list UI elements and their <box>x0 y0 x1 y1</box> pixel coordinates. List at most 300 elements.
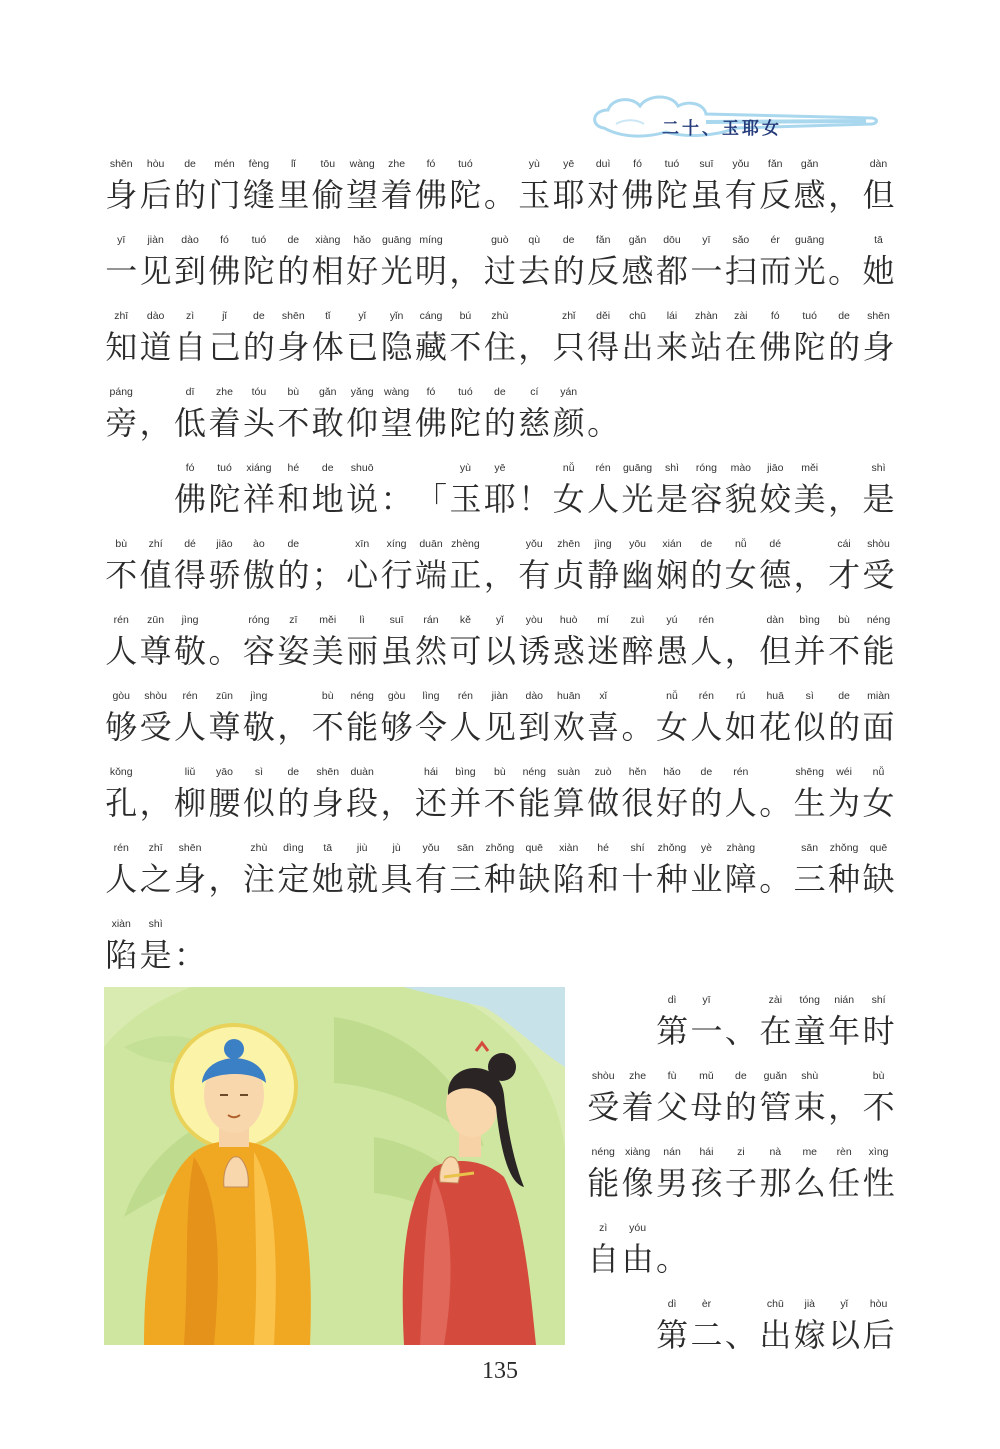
pinyin: dìng <box>283 842 304 854</box>
hanzi: ， <box>724 632 757 670</box>
ruby-char <box>448 459 482 529</box>
pinyin <box>827 1067 861 1085</box>
hanzi: 女 <box>552 480 585 518</box>
pinyin: de <box>838 690 850 702</box>
pinyin: yǒu <box>732 158 750 170</box>
ruby-char <box>448 535 482 605</box>
pinyin: lái <box>666 310 678 322</box>
hanzi: 做 <box>587 784 620 822</box>
pinyin: rén <box>457 690 474 702</box>
pinyin: lìng <box>422 690 440 702</box>
pinyin: zhe <box>216 386 233 398</box>
hanzi: 。 <box>759 860 792 898</box>
pinyin: zhàn <box>694 310 718 322</box>
pinyin: shí <box>630 842 645 854</box>
ruby-char <box>379 611 413 681</box>
ruby-char <box>551 839 585 909</box>
hanzi: 佛 <box>415 176 448 214</box>
pinyin: nǚ <box>666 690 678 702</box>
pinyin: jǐ <box>222 310 227 322</box>
hanzi: 受 <box>139 708 172 746</box>
hanzi: 的 <box>277 252 310 290</box>
hanzi: 佛 <box>415 404 448 442</box>
ruby-char <box>758 307 792 377</box>
hanzi: 才 <box>828 556 861 594</box>
hanzi: 业 <box>690 860 723 898</box>
hanzi: 陀 <box>793 328 826 366</box>
page-number: 135 <box>482 1358 518 1384</box>
hanzi: ， <box>518 328 551 366</box>
ruby-char <box>414 231 448 301</box>
hanzi: 柳 <box>174 784 207 822</box>
hanzi: ， <box>828 1088 861 1126</box>
pinyin: shì <box>148 918 163 930</box>
ruby-char <box>517 763 551 833</box>
pinyin: kě <box>459 614 471 626</box>
hanzi: 花 <box>759 708 792 746</box>
hanzi: 醉 <box>621 632 654 670</box>
pinyin: de <box>287 234 300 246</box>
hanzi: 惑 <box>552 632 585 670</box>
hanzi: 骄 <box>208 556 241 594</box>
ruby-char <box>242 307 276 377</box>
hanzi: 藏 <box>415 328 448 366</box>
ruby-char <box>655 1067 689 1137</box>
pinyin: shòu <box>591 1070 615 1082</box>
ruby-char <box>551 383 585 453</box>
hanzi: 种 <box>483 860 516 898</box>
hanzi: 年 <box>828 1012 861 1050</box>
ruby-char <box>242 611 276 681</box>
hanzi: 陀 <box>449 176 482 214</box>
hanzi: 身 <box>105 176 138 214</box>
pinyin: shēn <box>281 310 305 322</box>
hanzi: 的 <box>242 328 275 366</box>
lines-line <box>104 307 896 377</box>
pinyin: shēn <box>109 158 133 170</box>
hanzi: 不 <box>277 404 310 442</box>
pinyin: tuó <box>458 158 473 170</box>
ruby-char <box>173 155 207 225</box>
pinyin: nián <box>834 994 855 1006</box>
ruby-char <box>345 231 379 301</box>
pinyin: shēn <box>316 766 340 778</box>
pinyin <box>379 763 413 781</box>
pinyin: wàng <box>384 386 410 398</box>
ruby-char <box>207 839 241 909</box>
ruby-char <box>861 1295 895 1365</box>
pinyin: shuō <box>350 462 374 474</box>
pinyin: hòu <box>869 1298 888 1310</box>
hanzi: 陀 <box>242 252 275 290</box>
hanzi: 管 <box>759 1088 792 1126</box>
pinyin <box>827 231 861 249</box>
pinyin: sān <box>801 842 819 854</box>
pinyin: zī <box>289 614 298 626</box>
hanzi: 为 <box>828 784 861 822</box>
hanzi: 嫁 <box>793 1316 826 1354</box>
pinyin: hái <box>424 766 439 778</box>
hanzi: 缺 <box>862 860 895 898</box>
pinyin: mí <box>597 614 609 626</box>
ruby-char <box>311 231 345 301</box>
ruby-char <box>586 687 620 757</box>
hanzi: 佛 <box>621 176 654 214</box>
pinyin: zhēn <box>557 538 581 550</box>
pinyin: jiàn <box>147 234 164 246</box>
ruby-char <box>689 611 723 681</box>
hanzi: 她 <box>311 860 344 898</box>
pinyin: yú <box>666 614 678 626</box>
pinyin: de <box>700 766 713 778</box>
hanzi: 望 <box>380 404 413 442</box>
ruby-char <box>311 535 345 605</box>
pinyin: tuó <box>217 462 232 474</box>
hanzi: 。 <box>759 784 792 822</box>
hanzi: 可 <box>449 632 482 670</box>
ruby-char <box>793 1067 827 1137</box>
pinyin: dé <box>184 538 196 550</box>
ruby-char <box>689 307 723 377</box>
pinyin: rén <box>733 766 749 778</box>
pinyin <box>724 611 758 629</box>
pinyin: duān <box>419 538 443 550</box>
ruby-char <box>792 839 826 909</box>
ruby-char <box>173 231 207 301</box>
hanzi: 住 <box>483 328 516 366</box>
hanzi: 三 <box>793 860 826 898</box>
hanzi: 是 <box>862 480 895 518</box>
pinyin: xìng <box>868 1146 889 1158</box>
ruby-char <box>620 1219 654 1289</box>
hanzi: 心 <box>346 556 379 594</box>
hanzi: 虽 <box>380 632 413 670</box>
ruby-char <box>104 535 138 605</box>
hanzi: 敬 <box>174 632 207 670</box>
pinyin: tuó <box>458 386 473 398</box>
ruby-char <box>517 459 551 529</box>
pinyin: dào <box>525 690 544 702</box>
ruby-char <box>104 307 138 377</box>
pinyin: zuì <box>630 614 645 626</box>
ruby-char <box>551 611 585 681</box>
pinyin: èr <box>701 1298 712 1310</box>
hanzi: 面 <box>862 708 895 746</box>
hanzi: 是 <box>139 936 172 974</box>
ruby-char <box>655 1143 689 1213</box>
pinyin: néng <box>866 614 891 626</box>
hanzi: 出 <box>759 1316 792 1354</box>
pinyin: xiàng <box>315 234 341 246</box>
hanzi: ， <box>277 708 310 746</box>
pinyin: nán <box>663 1146 681 1158</box>
hanzi: ； <box>311 556 344 594</box>
hanzi: 腰 <box>208 784 241 822</box>
ruby-char <box>379 459 413 529</box>
hanzi: 人 <box>105 860 138 898</box>
pinyin: suàn <box>557 766 581 778</box>
ruby-char <box>758 535 792 605</box>
pinyin: xīn <box>355 538 370 550</box>
lines-line <box>104 535 896 605</box>
ruby-char <box>861 687 895 757</box>
ruby-char <box>104 687 138 757</box>
ruby-char <box>758 155 792 225</box>
ruby-char <box>207 155 241 225</box>
ruby-char <box>827 459 861 529</box>
ruby-char <box>138 231 172 301</box>
ruby-char <box>104 155 138 225</box>
pinyin: sǎo <box>732 234 750 246</box>
ruby-char <box>758 687 792 757</box>
pinyin: rén <box>113 614 129 626</box>
pinyin: chū <box>629 310 646 322</box>
ruby-char <box>758 231 792 301</box>
pinyin <box>792 535 826 553</box>
ruby-char <box>586 1143 620 1213</box>
ruby-char <box>207 611 241 681</box>
ruby-char <box>655 991 689 1061</box>
pinyin: gòu <box>112 690 130 702</box>
hanzi: 尊 <box>139 632 172 670</box>
hanzi: 道 <box>139 328 172 366</box>
hanzi: ， <box>139 784 172 822</box>
hanzi: 相 <box>311 252 344 290</box>
ruby-char <box>414 763 448 833</box>
hanzi: 父 <box>656 1088 689 1126</box>
pinyin: gǎn <box>800 158 819 170</box>
ruby-char <box>724 1143 758 1213</box>
pinyin: hé <box>597 842 609 854</box>
hanzi: 并 <box>793 632 826 670</box>
pinyin: huān <box>557 690 581 702</box>
hanzi: 喜 <box>587 708 620 746</box>
hanzi: 佛 <box>174 480 207 518</box>
ruby-char <box>414 383 448 453</box>
ruby-char <box>689 763 723 833</box>
pinyin <box>827 459 861 477</box>
pinyin: mào <box>730 462 752 474</box>
pinyin: nǚ <box>872 766 885 778</box>
ruby-char <box>138 535 172 605</box>
ruby-char <box>207 763 241 833</box>
pinyin: sān <box>456 842 474 854</box>
ruby-char <box>724 155 758 225</box>
pinyin: hěn <box>628 766 647 778</box>
hanzi: 和 <box>587 860 620 898</box>
hanzi: 光 <box>380 252 413 290</box>
hanzi: 陷 <box>105 936 138 974</box>
hanzi: 祥 <box>242 480 275 518</box>
pinyin: bìng <box>455 766 476 778</box>
pinyin: róng <box>695 462 717 474</box>
ruby-char <box>104 915 138 985</box>
ruby-char <box>138 383 172 453</box>
lines-line <box>104 155 896 225</box>
pinyin <box>483 155 517 173</box>
ruby-char <box>207 231 241 301</box>
ruby-char <box>827 231 861 301</box>
hanzi: 能 <box>346 708 379 746</box>
pinyin: suī <box>699 158 714 170</box>
hanzi: 缝 <box>242 176 275 214</box>
side_lines-line <box>586 1219 1000 1289</box>
hanzi: 受 <box>587 1088 620 1126</box>
pinyin: tóng <box>799 994 820 1006</box>
hanzi: 性 <box>862 1164 895 1202</box>
hanzi: 偷 <box>311 176 344 214</box>
hanzi: 人 <box>174 708 207 746</box>
ruby-char <box>379 687 413 757</box>
ruby-char <box>827 991 861 1061</box>
hanzi: 够 <box>380 708 413 746</box>
ruby-char <box>827 307 861 377</box>
hanzi: 女 <box>862 784 895 822</box>
ruby-char <box>655 459 689 529</box>
hanzi: 身 <box>174 860 207 898</box>
pinyin: de <box>562 234 575 246</box>
ruby-char <box>414 307 448 377</box>
ruby-char <box>655 307 689 377</box>
hanzi: 里 <box>277 176 310 214</box>
pinyin: nà <box>769 1146 782 1158</box>
hanzi: ， <box>449 252 482 290</box>
ruby-char <box>517 611 551 681</box>
ruby-char <box>483 687 517 757</box>
pinyin: dàn <box>869 158 888 170</box>
ruby-char <box>483 383 517 453</box>
ruby-char <box>173 459 207 529</box>
hanzi: 感 <box>793 176 826 214</box>
hanzi: 人 <box>449 708 482 746</box>
pinyin: yǒu <box>422 842 440 854</box>
pinyin: tuó <box>664 158 680 170</box>
pinyin: fèng <box>248 158 270 170</box>
ruby-char <box>861 763 895 833</box>
ruby-char <box>311 155 345 225</box>
pinyin: cáng <box>419 310 443 322</box>
ruby-char <box>861 459 895 529</box>
pinyin <box>173 915 207 933</box>
pinyin: xíng <box>386 538 407 550</box>
pinyin: xián <box>662 538 682 550</box>
hanzi: 地 <box>311 480 344 518</box>
pinyin: quē <box>525 842 544 854</box>
ruby-char <box>173 763 207 833</box>
pinyin: zuò <box>594 766 612 778</box>
pinyin: hòu <box>146 158 165 170</box>
hanzi: 、 <box>724 1012 757 1050</box>
hanzi: 。 <box>656 1240 689 1278</box>
pinyin: de <box>838 310 850 322</box>
pinyin: de <box>184 158 196 170</box>
ruby-char <box>689 1295 723 1365</box>
ruby-char <box>861 307 895 377</box>
ruby-char <box>689 155 723 225</box>
ruby-char <box>517 535 551 605</box>
pinyin: nǚ <box>562 462 575 474</box>
pinyin: tā <box>874 234 883 246</box>
hanzi: 望 <box>346 176 379 214</box>
pinyin: xiàn <box>559 842 579 854</box>
pinyin: shù <box>801 1070 819 1082</box>
ruby-char <box>827 1295 861 1365</box>
lines-line <box>104 611 896 681</box>
ruby-char <box>620 687 654 757</box>
ruby-char <box>242 763 276 833</box>
pinyin: gòu <box>387 690 406 702</box>
pinyin: fó <box>633 158 642 170</box>
pinyin: tā <box>323 842 333 854</box>
ruby-char <box>448 611 482 681</box>
pinyin: zì <box>599 1222 608 1234</box>
ruby-char <box>861 155 895 225</box>
ruby-char <box>379 307 413 377</box>
pinyin: kǒng <box>109 766 133 778</box>
hanzi: 像 <box>621 1164 654 1202</box>
ruby-char <box>724 991 758 1061</box>
ruby-char <box>311 763 345 833</box>
hanzi: ， <box>793 556 826 594</box>
ruby-char <box>758 1067 792 1137</box>
hanzi: 门 <box>208 176 241 214</box>
hanzi: 得 <box>174 556 207 594</box>
ruby-char <box>827 155 861 225</box>
hanzi: 反 <box>759 176 792 214</box>
ruby-char <box>655 1219 689 1289</box>
pinyin: míng <box>419 234 443 246</box>
ruby-char <box>827 1143 861 1213</box>
pinyin: rén <box>113 842 129 854</box>
hanzi: 以 <box>828 1316 861 1354</box>
pinyin <box>517 459 551 477</box>
ruby-char <box>586 763 620 833</box>
ruby-char <box>379 839 413 909</box>
ruby-char <box>207 535 241 605</box>
hanzi: 敬 <box>242 708 275 746</box>
pinyin: duàn <box>350 766 374 778</box>
ruby-char <box>311 611 345 681</box>
ruby-char <box>724 611 758 681</box>
lines-line <box>104 915 896 985</box>
hanzi: 欢 <box>552 708 585 746</box>
hanzi: 旁 <box>105 404 138 442</box>
pinyin: chū <box>766 1298 784 1310</box>
pinyin: lǐ <box>290 158 296 170</box>
hanzi: 很 <box>621 784 654 822</box>
hanzi: 光 <box>621 480 654 518</box>
ruby-char <box>448 839 482 909</box>
ruby-char <box>242 687 276 757</box>
hanzi: 身 <box>277 328 310 366</box>
ruby-char <box>620 611 654 681</box>
ruby-char <box>104 611 138 681</box>
ruby-char <box>414 459 448 529</box>
pinyin: huò <box>559 614 578 626</box>
ruby-char <box>104 839 138 909</box>
hanzi: 着 <box>208 404 241 442</box>
pinyin: xiàn <box>111 918 131 930</box>
pinyin: tǐ <box>325 310 331 322</box>
pinyin: cái <box>837 538 851 550</box>
ruby-char <box>861 611 895 681</box>
hanzi: 的 <box>828 708 861 746</box>
pinyin: suī <box>389 614 404 626</box>
pinyin: yǎng <box>350 386 374 398</box>
hanzi: 然 <box>415 632 448 670</box>
hanzi: 不 <box>862 1088 895 1126</box>
pinyin <box>138 763 172 781</box>
